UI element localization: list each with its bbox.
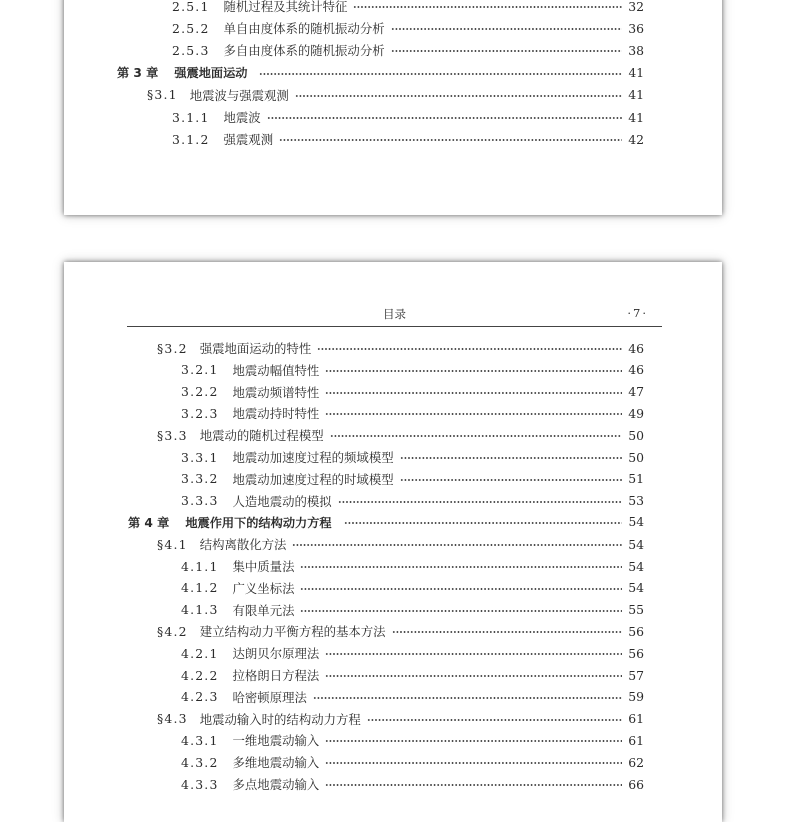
toc-entry [181, 468, 644, 490]
entry-page-number: 42 [628, 131, 644, 147]
entry-page-number: 54 [628, 558, 644, 574]
toc-entry [181, 773, 644, 795]
entry-page-number: 50 [628, 449, 644, 465]
dot-leader [353, 6, 622, 8]
dot-leader [325, 784, 622, 786]
toc-entry [181, 490, 644, 512]
header-page-number: ·7· [627, 306, 648, 320]
entry-page-number: 56 [628, 623, 644, 639]
entry-title: 地震动加速度过程的频域模型 [232, 450, 394, 465]
entry-number: 3.2.1 [181, 362, 219, 378]
entry-page-number: 49 [628, 405, 644, 421]
entry-title: 结构离散化方法 [199, 537, 287, 553]
entry-number: 3.3.2 [181, 471, 219, 487]
toc-entry [157, 337, 644, 359]
dot-leader [300, 610, 622, 612]
entry-title: 广义坐标法 [232, 580, 295, 596]
entry-title: 地震动输入时的结构动力方程 [199, 711, 361, 727]
toc-entry [181, 359, 644, 381]
toc-entry [172, 106, 644, 128]
entry-title: 建立结构动力平衡方程的基本方法 [199, 624, 386, 640]
toc-entry [181, 642, 644, 664]
toc-entry [157, 708, 644, 730]
toc-entry [117, 62, 644, 84]
entry-page-number: 59 [628, 689, 644, 705]
entry-title: 集中质量法 [232, 559, 295, 574]
entry-page-number: 55 [628, 602, 644, 618]
toc-entry [172, 0, 644, 17]
entry-page-number: 54 [628, 515, 644, 530]
entry-number: 3.1.2 [172, 131, 210, 147]
dot-leader [295, 95, 622, 97]
toc-entry [157, 620, 644, 642]
toc-entry [181, 402, 644, 424]
entry-title: 达朗贝尔原理法 [232, 646, 320, 662]
entry-title: 地震动加速度过程的时域模型 [232, 471, 394, 487]
dot-leader [344, 522, 623, 524]
entry-page-number: 32 [628, 0, 644, 14]
toc-entry [172, 128, 644, 150]
entry-number: 3.3.3 [181, 493, 219, 509]
entry-page-number: 61 [628, 711, 644, 727]
entry-number: 2.5.2 [172, 20, 210, 36]
entry-number: 3.2.3 [181, 405, 219, 421]
entry-number: 4.1.3 [181, 602, 219, 618]
dot-leader [400, 457, 623, 459]
entry-number: §3.1 [147, 87, 178, 103]
toc-page-top [64, 0, 722, 215]
toc-entry [157, 533, 644, 555]
entry-page-number: 46 [628, 362, 644, 378]
toc-entry [181, 446, 644, 468]
dot-leader [400, 479, 623, 481]
entry-title: 强震地面运动的特性 [199, 341, 312, 356]
entry-title: 多维地震动输入 [232, 755, 320, 771]
toc-entry [181, 686, 644, 708]
running-header [127, 306, 662, 327]
entry-title: 人造地震动的模拟 [232, 493, 332, 509]
toc-page-bottom [64, 262, 722, 822]
entry-number: §4.2 [157, 623, 188, 639]
dot-leader [267, 117, 623, 119]
dot-leader [325, 370, 622, 372]
entry-title: 随机过程及其统计特征 [223, 0, 348, 14]
entry-title: 哈密顿原理法 [232, 689, 307, 705]
toc-entry [181, 751, 644, 773]
entry-page-number: 51 [628, 471, 644, 487]
dot-leader [338, 501, 623, 503]
entry-title: 强震地面运动 [174, 66, 248, 81]
entry-title: 多自由度体系的随机振动分析 [223, 43, 385, 59]
entry-page-number: 66 [628, 776, 644, 792]
entry-page-number: 54 [628, 580, 644, 596]
entry-number: §4.3 [157, 711, 188, 727]
dot-leader [317, 348, 622, 350]
dot-leader [292, 544, 622, 546]
entry-page-number: 61 [628, 732, 644, 748]
toc-entry [181, 729, 644, 751]
entry-title: 拉格朗日方程法 [232, 668, 320, 683]
entry-number: 第 3 章 [117, 66, 159, 81]
dot-leader [325, 675, 622, 677]
entry-number: 4.3.3 [181, 776, 219, 792]
dot-leader [313, 697, 622, 699]
dot-leader [325, 413, 622, 415]
entry-title: 地震动频谱特性 [232, 384, 320, 400]
entry-number: 4.2.1 [181, 645, 219, 661]
entry-number: 2.5.3 [172, 42, 210, 58]
dot-leader [391, 50, 623, 52]
entry-number: 2.5.1 [172, 0, 210, 14]
entry-number: 4.2.2 [181, 667, 219, 683]
entry-title: 地震动幅值特性 [232, 362, 320, 378]
entry-page-number: 57 [628, 667, 644, 683]
dot-leader [325, 740, 622, 742]
dot-leader [392, 631, 623, 633]
toc-entry [147, 84, 644, 106]
dot-leader [325, 392, 622, 394]
entry-title: 地震动持时特性 [232, 406, 320, 422]
toc-entry [172, 17, 644, 39]
entry-number: §3.3 [157, 427, 188, 443]
entry-number: 3.2.2 [181, 384, 219, 400]
entry-title: 地震动的随机过程模型 [199, 428, 324, 444]
entry-page-number: 41 [628, 109, 644, 125]
dot-leader [330, 435, 623, 437]
entry-title: 地震波 [223, 110, 261, 125]
entry-number: 4.2.3 [181, 689, 219, 705]
dot-leader [391, 28, 623, 30]
entry-page-number: 47 [628, 384, 644, 400]
dot-leader [325, 762, 622, 764]
toc-entry [172, 39, 644, 61]
entry-page-number: 53 [628, 493, 644, 509]
toc-entry [128, 511, 644, 533]
entry-title: 有限单元法 [232, 602, 295, 618]
entry-title: 强震观测 [223, 132, 274, 148]
entry-page-number: 62 [628, 754, 644, 770]
dot-leader [259, 73, 622, 75]
dot-leader [367, 719, 622, 721]
entry-number: §4.1 [157, 536, 188, 552]
entry-number: 4.1.1 [181, 558, 219, 574]
entry-number: 4.1.2 [181, 580, 219, 596]
entry-page-number: 56 [628, 645, 644, 661]
toc-entry [181, 577, 644, 599]
dot-leader [300, 566, 622, 568]
dot-leader [325, 653, 622, 655]
header-title: 目录 [383, 307, 406, 321]
dot-leader [300, 588, 622, 590]
entry-number: 4.3.1 [181, 732, 219, 748]
entry-page-number: 36 [628, 20, 644, 36]
entry-page-number: 41 [628, 65, 644, 80]
entry-page-number: 50 [628, 427, 644, 443]
entry-page-number: 41 [628, 87, 644, 103]
entry-title: 地震波与强震观测 [189, 87, 289, 103]
entry-number: 第 4 章 [128, 515, 170, 530]
entry-number: 3.3.1 [181, 449, 219, 465]
toc-entry [181, 381, 644, 403]
toc-entry [157, 424, 644, 446]
entry-page-number: 46 [628, 340, 644, 356]
entry-title: 多点地震动输入 [232, 777, 320, 792]
toc-entry [181, 599, 644, 621]
entry-number: 4.3.2 [181, 754, 219, 770]
entry-title: 地震作用下的结构动力方程 [185, 515, 332, 530]
toc-entry [181, 664, 644, 686]
entry-page-number: 38 [628, 42, 644, 58]
entry-title: 单自由度体系的随机振动分析 [223, 21, 385, 37]
entry-number: 3.1.1 [172, 109, 210, 125]
dot-leader [279, 139, 622, 141]
entry-page-number: 54 [628, 536, 644, 552]
toc-entry [181, 555, 644, 577]
entry-number: §3.2 [157, 340, 188, 356]
entry-title: 一维地震动输入 [232, 733, 320, 749]
